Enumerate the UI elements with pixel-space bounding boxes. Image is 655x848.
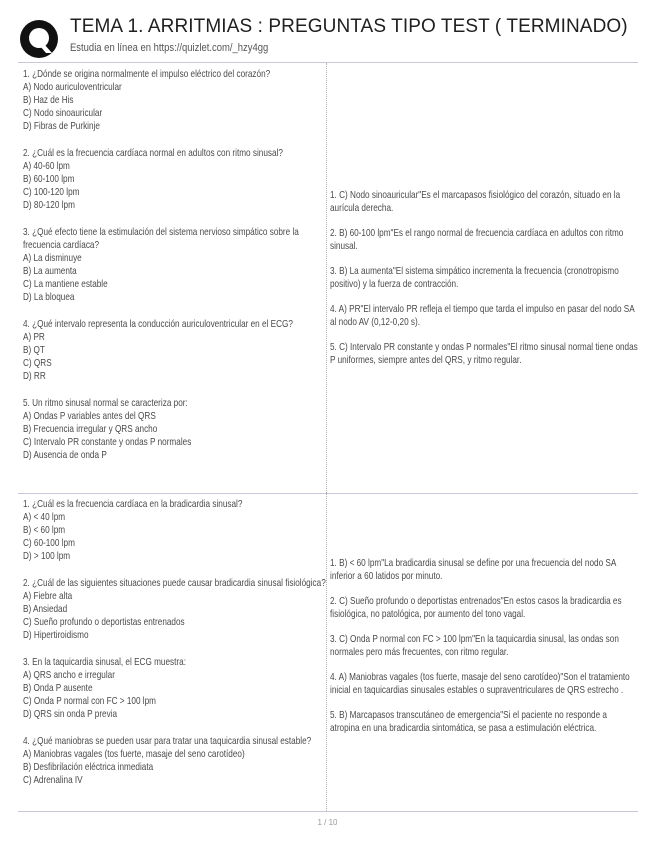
answer-option: C) Intervalo PR constante y ondas P normales — [23, 436, 192, 448]
answer-option: D) Fibras de Purkinje — [23, 120, 100, 132]
question-stem: 1. ¿Dónde se origina normalmente el impulso eléctrico del corazón? — [23, 68, 271, 80]
question-block — [23, 735, 318, 787]
answer-option: A) QRS ancho e irregular — [23, 669, 115, 681]
question-block — [23, 577, 326, 642]
answer-explanation: 3. C) Onda P normal con FC > 100 lpm"En la taquicardia sinusal, las ondas son normales pero más frecuentes, con ritmo regular. — [330, 633, 619, 658]
answer-option: C) Nodo sinoauricular — [23, 107, 103, 119]
answer-option: B) Frecuencia irregular y QRS ancho — [23, 423, 158, 435]
answer-option: C) Onda P normal con FC > 100 lpm — [23, 695, 157, 707]
question-stem: 3. ¿Qué efecto tiene la estimulación del sistema nervioso simpático sobre la frecuencia cardíaca? — [23, 226, 299, 251]
question-stem: 2. ¿Cuál es la frecuencia cardíaca normal en adultos con ritmo sinusal? — [23, 147, 283, 159]
answer-explanation: 5. B) Marcapasos transcutáneo de emergencia"Si el paciente no responde a atropina en una bradicardia sintomática, se pasa a estimulación eléctrica. — [330, 709, 607, 734]
study-online-link[interactable]: Estudia en línea en https://quizlet.com/_hzy4gg — [70, 42, 269, 54]
answer-explanation: 2. C) Sueño profundo o deportistas entrenados"En estos casos la bradicardia es fisiológica, no patológica, por aumento del tono vagal. — [330, 595, 622, 620]
questions-column — [23, 498, 326, 801]
flashcard-set-1 — [18, 62, 638, 494]
questions-column — [23, 68, 318, 476]
question-block — [23, 68, 318, 133]
answer-option: A) < 40 lpm — [23, 511, 66, 523]
answer-option: D) RR — [23, 370, 46, 382]
question-stem: 5. Un ritmo sinusal normal se caracteriza por: — [23, 397, 188, 409]
answer-explanation: 1. C) Nodo sinoauricular"Es el marcapasos fisiológico del corazón, situado en la aurícula derecha. — [330, 189, 621, 214]
answer-option: B) Ansiedad — [23, 603, 68, 615]
answer-option: A) Ondas P variables antes del QRS — [23, 410, 156, 422]
answer-option: C) QRS — [23, 357, 52, 369]
answer-option: A) PR — [23, 331, 45, 343]
answer-explanation: 4. A) Maniobras vagales (tos fuerte, masaje del seno carotídeo)"Son el tratamiento inicial en taquicardias sinusales estables o supraventriculares de QRS estrecho . — [330, 671, 630, 696]
question-block — [23, 498, 318, 563]
question-block — [23, 397, 318, 462]
answer-option: B) 60-100 lpm — [23, 173, 75, 185]
column-divider — [326, 63, 327, 493]
answer-option: D) Ausencia de onda P — [23, 449, 107, 461]
answer-option: B) Onda P ausente — [23, 682, 93, 694]
answer-option: D) > 100 lpm — [23, 550, 71, 562]
question-stem: 1. ¿Cuál es la frecuencia cardíaca en la bradicardia sinusal? — [23, 498, 243, 510]
answers-column — [330, 189, 638, 379]
answer-option: A) La disminuye — [23, 252, 82, 264]
question-block — [23, 226, 318, 304]
page-number: 1 / 10 — [317, 818, 338, 827]
answer-option: C) 60-100 lpm — [23, 537, 75, 549]
answer-option: A) Nodo auriculoventricular — [23, 81, 122, 93]
answer-option: A) Fiebre alta — [23, 590, 73, 602]
answer-option: C) Adrenalina IV — [23, 774, 83, 786]
answer-explanation: 5. C) Intervalo PR constante y ondas P normales"El ritmo sinusal normal tiene ondas P uniformes, siempre antes del QRS, y ritmo regular. — [330, 341, 638, 366]
answer-option: B) Haz de His — [23, 94, 74, 106]
answer-explanation: 3. B) La aumenta"El sistema simpático incrementa la frecuencia (cronotropismo positivo) y la fuerza de contracción. — [330, 265, 619, 290]
question-block — [23, 318, 318, 383]
answer-option: C) La mantiene estable — [23, 278, 108, 290]
column-divider — [326, 493, 327, 811]
flashcard-set-2 — [18, 493, 638, 812]
question-block — [23, 147, 318, 212]
answer-option: B) < 60 lpm — [23, 524, 66, 536]
answer-option: C) 100-120 lpm — [23, 186, 80, 198]
answer-option: D) 80-120 lpm — [23, 199, 75, 211]
answer-explanation: 4. A) PR"El intervalo PR refleja el tiempo que tarda el impulso en pasar del nodo SA al nodo AV (0,12-0,20 s). — [330, 303, 635, 328]
answer-option: B) QT — [23, 344, 45, 356]
question-stem: 2. ¿Cuál de las siguientes situaciones puede causar bradicardia sinusal fisiológica? — [23, 577, 326, 589]
answer-explanation: 1. B) < 60 lpm"La bradicardia sinusal se define por una frecuencia del nodo SA inferior a 60 latidos por minuto. — [330, 557, 616, 582]
document-header — [18, 14, 638, 64]
answer-option: B) La aumenta — [23, 265, 77, 277]
question-stem: 4. ¿Qué maniobras se pueden usar para tratar una taquicardia sinusal estable?A) Maniobras vagales (tos fuerte, masaje del seno carotídeo) — [23, 735, 312, 760]
answer-option: D) La bloquea — [23, 291, 75, 303]
answer-option: B) Desfibrilación eléctrica inmediata — [23, 761, 154, 773]
answer-option: A) 40-60 lpm — [23, 160, 70, 172]
question-stem: 3. En la taquicardia sinusal, el ECG muestra: — [23, 656, 186, 668]
question-block — [23, 656, 318, 721]
answers-column — [330, 557, 638, 747]
answer-option: D) Hipertiroidismo — [23, 629, 89, 641]
answer-option: D) QRS sin onda P previa — [23, 708, 118, 720]
document-title: TEMA 1. ARRITMIAS : PREGUNTAS TIPO TEST ( TERMINADO) — [70, 16, 628, 37]
quizlet-logo-icon — [18, 18, 60, 60]
answer-explanation: 2. B) 60-100 lpm"Es el rango normal de frecuencia cardíaca en adultos con ritmo sinusal. — [330, 227, 624, 252]
answer-option: C) Sueño profundo o deportistas entrenados — [23, 616, 185, 628]
question-stem: 4. ¿Qué intervalo representa la conducción auriculoventricular en el ECG? — [23, 318, 293, 330]
